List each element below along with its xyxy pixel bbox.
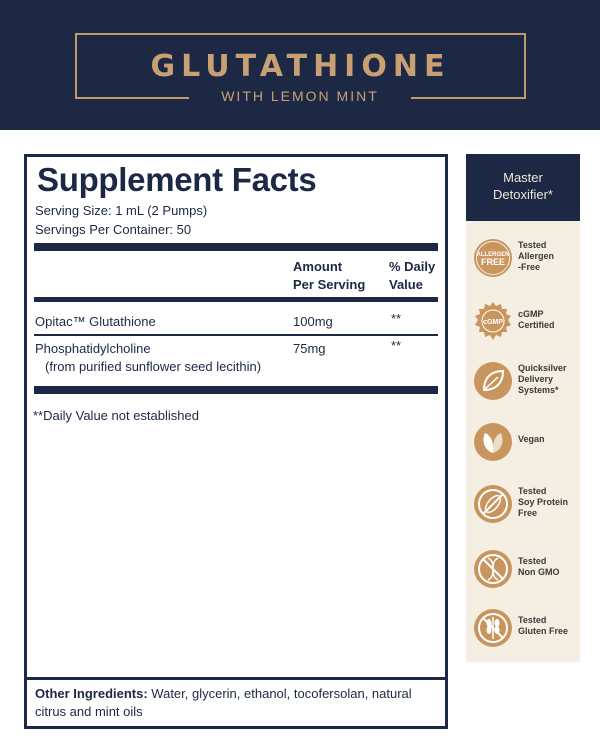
delivery-leaf-icon <box>473 361 513 401</box>
servings-per-container: Servings Per Container: 50 <box>35 222 192 237</box>
ingredient-amount: 75mg <box>293 341 326 356</box>
facts-title: Supplement Facts <box>37 161 317 198</box>
badge-label: Tested Gluten Free <box>518 615 569 636</box>
svg-text:ALLERGEN: ALLERGEN <box>476 252 510 258</box>
other-ingredients-divider <box>27 677 445 680</box>
cgmp-seal-icon <box>473 301 513 341</box>
ingredient-source: (from purified sunflower seed lecithin) <box>45 359 262 374</box>
daily-value-footnote: **Daily Value not established <box>33 408 199 423</box>
badge-label: cGMP Certified <box>518 309 555 330</box>
other-ingredients <box>35 685 435 721</box>
ingredient-daily-value: ** <box>391 338 402 353</box>
no-soy-icon <box>473 484 513 524</box>
serving-size: Serving Size: 1 mL (2 Pumps) <box>35 203 208 218</box>
daily-value-column-header: % Daily Value <box>389 259 436 292</box>
badge-label: Tested Non GMO <box>518 556 560 577</box>
badge-allergen-free <box>466 236 580 286</box>
badge-vegan <box>466 420 580 470</box>
badge-label: Vegan <box>518 434 545 444</box>
row-divider <box>34 334 438 336</box>
product-header <box>0 0 600 130</box>
ingredient-amount: 100mg <box>293 314 333 329</box>
subtitle-bar <box>189 85 411 107</box>
badge-label: Tested Allergen -Free <box>518 240 555 272</box>
product-title: GLUTATHIONE <box>150 49 451 84</box>
gluten-free-icon <box>473 608 513 648</box>
badge-gluten-free <box>466 606 580 656</box>
badge-soy-free <box>466 482 580 532</box>
vegan-leaf-icon <box>473 422 513 462</box>
supplement-facts-panel <box>24 154 448 729</box>
feature-badges-column <box>466 154 580 662</box>
product-subtitle: WITH LEMON MINT <box>221 88 379 104</box>
column-divider <box>34 297 438 302</box>
badge-label: Quicksilver Delivery Systems* <box>518 363 567 395</box>
badge-cgmp <box>466 299 580 349</box>
svg-text:FREE: FREE <box>480 257 506 267</box>
allergen-free-icon <box>473 238 513 278</box>
bottom-divider <box>34 386 438 394</box>
svg-text:cGMP: cGMP <box>483 319 503 326</box>
badge-delivery-systems <box>466 359 580 409</box>
ingredient-name: Phosphatidylcholine <box>35 341 151 356</box>
master-detoxifier-heading: Master Detoxifier* <box>466 154 580 221</box>
header-divider <box>34 243 438 251</box>
other-ingredients-text: Water, glycerin, ethanol, tocofersolan, natural citrus and mint oils <box>35 686 412 719</box>
badge-non-gmo <box>466 547 580 597</box>
ingredient-daily-value: ** <box>391 311 402 326</box>
amount-column-header: Amount Per Serving <box>293 259 366 292</box>
badge-label: Tested Soy Protein Free <box>518 486 569 518</box>
other-ingredients-label: Other Ingredients: <box>35 686 148 701</box>
non-gmo-icon <box>473 549 513 589</box>
ingredient-name: Opitac™ Glutathione <box>35 314 156 329</box>
